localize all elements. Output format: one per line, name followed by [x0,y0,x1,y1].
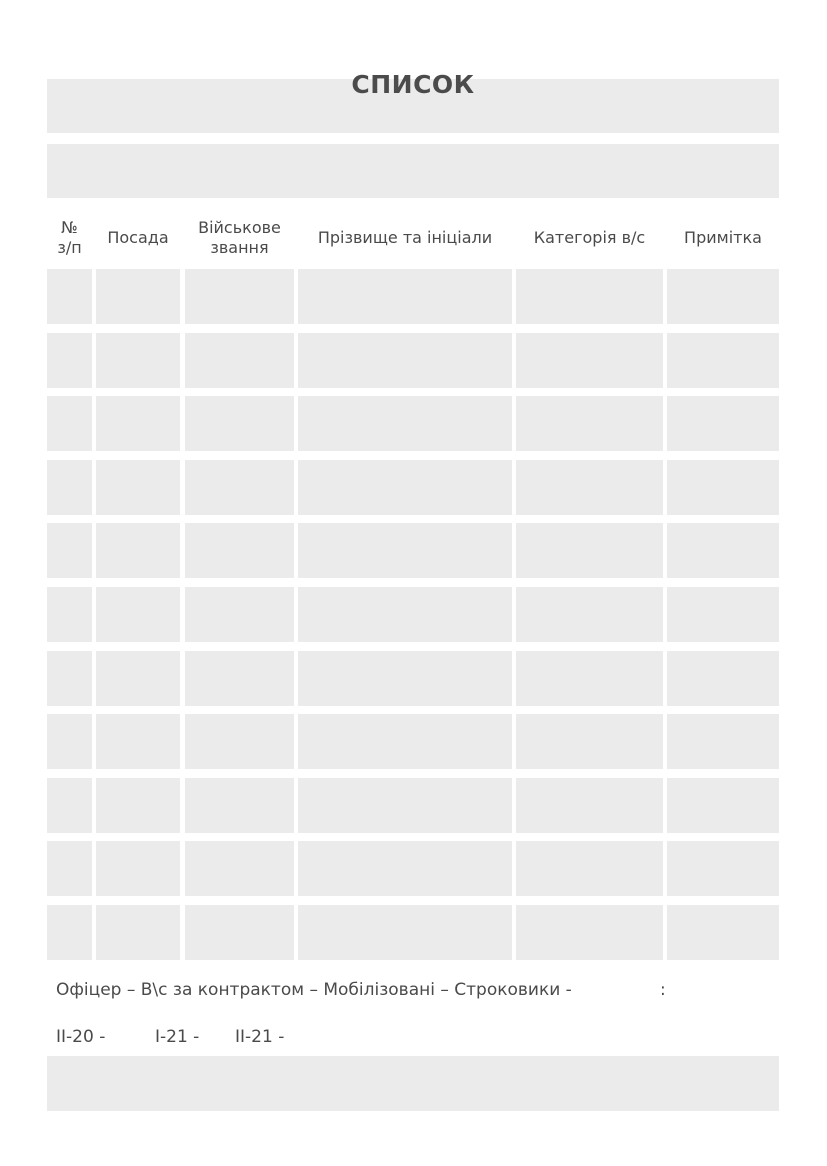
cell-category [516,778,663,833]
cell-number [47,396,92,451]
cell-number [47,269,92,324]
cell-rank [185,333,294,388]
cell-rank [185,460,294,515]
cell-number [47,841,92,896]
bottom-band [47,1056,779,1111]
cell-rank [185,841,294,896]
header-position: Посада [107,228,169,247]
cell-category [516,587,663,642]
cell-name [298,333,512,388]
cell-category [516,523,663,578]
cell-name [298,523,512,578]
cell-name [298,778,512,833]
cell-rank [185,523,294,578]
cell-rank [185,714,294,769]
cell-note [667,460,779,515]
cell-name [298,651,512,706]
cell-name [298,460,512,515]
cell-name [298,841,512,896]
cell-position [96,460,180,515]
cell-rank [185,396,294,451]
cell-name [298,396,512,451]
cell-number [47,905,92,960]
subtitle-band [47,144,779,198]
cell-number [47,460,92,515]
cell-position [96,841,180,896]
header-note: Примітка [684,228,762,247]
cell-category [516,396,663,451]
cell-name [298,269,512,324]
cell-position [96,269,180,324]
cell-category [516,460,663,515]
cell-number [47,714,92,769]
cell-position [96,587,180,642]
footer-colon: : [660,980,666,1000]
cell-note [667,269,779,324]
cell-category [516,905,663,960]
footer-period-1: II-20 - [56,1027,106,1047]
cell-category [516,333,663,388]
header-number: № з/п [57,218,82,257]
cell-position [96,651,180,706]
cell-rank [185,269,294,324]
cell-position [96,778,180,833]
cell-name [298,587,512,642]
cell-number [47,587,92,642]
page-title: СПИСОК [351,70,475,99]
cell-name [298,905,512,960]
header-name: Прізвище та ініціали [317,228,493,247]
cell-category [516,269,663,324]
cell-note [667,333,779,388]
cell-rank [185,778,294,833]
cell-note [667,841,779,896]
cell-rank [185,905,294,960]
cell-category [516,714,663,769]
cell-category [516,841,663,896]
cell-note [667,778,779,833]
cell-number [47,333,92,388]
footer-period-3: II-21 - [235,1027,285,1047]
cell-name [298,714,512,769]
cell-position [96,714,180,769]
cell-position [96,905,180,960]
cell-note [667,396,779,451]
cell-rank [185,651,294,706]
cell-number [47,523,92,578]
cell-rank [185,587,294,642]
cell-note [667,651,779,706]
cell-position [96,523,180,578]
footer-period-2: I-21 - [155,1027,200,1047]
header-rank: Військове звання [198,218,281,257]
cell-position [96,333,180,388]
cell-number [47,651,92,706]
cell-position [96,396,180,451]
footer-summary: Офіцер – В\с за контрактом – Мобілізовані – Строковики - [56,980,572,1000]
cell-category [516,651,663,706]
header-category: Категорія в/с [533,228,646,247]
cell-note [667,523,779,578]
cell-number [47,778,92,833]
cell-note [667,905,779,960]
cell-note [667,587,779,642]
cell-note [667,714,779,769]
